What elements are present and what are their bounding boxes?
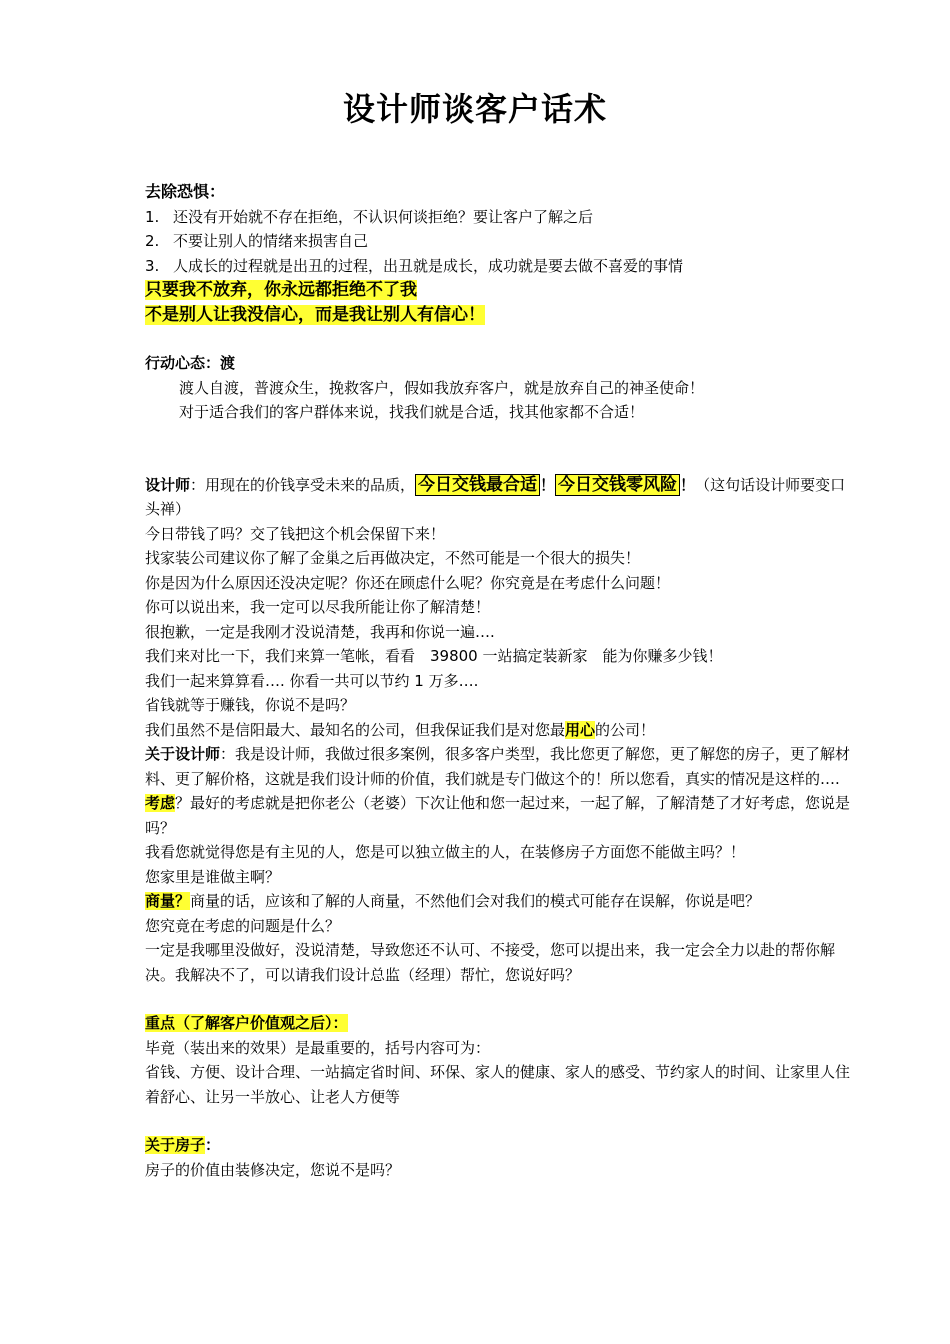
text: 的公司！ [595, 720, 656, 739]
paragraph: 您究竟在考虑的问题是什么？ [145, 916, 341, 935]
list-number: 1. [145, 207, 160, 226]
separator: ！ [540, 475, 556, 494]
list-item [145, 229, 860, 254]
list-number: 2. [145, 232, 160, 250]
consider-label: 考虑 [145, 794, 176, 812]
consider-text: ？最好的考虑就是把你老公（老婆）下次让他和您一起过来，一起了解，了解清楚了才好考虑，您说是吗？ [145, 794, 851, 837]
section-heading-remove-fear: 去除恐惧： [145, 182, 226, 201]
list-number: 3. [145, 256, 160, 275]
colon: ： [205, 1136, 221, 1154]
paragraph: 渡人自渡，普渡众生，挽救客户，假如我放弃客户，就是放弃自己的神圣使命！ [179, 378, 705, 397]
list-item [145, 254, 860, 279]
section-heading-action-mindset: 行动心态：渡 [145, 354, 236, 372]
paragraph: 找家装公司建议你了解了金巢之后再做决定，不然可能是一个很大的损失！ [145, 549, 641, 567]
list-text: 人成长的过程就是出丑的过程，出丑就是成长，成功就是要去做不喜爱的事情 [173, 256, 684, 275]
designer-intro-tail: （这句话设计师要变口头禅） [145, 475, 846, 518]
paragraph-consider [145, 791, 860, 840]
about-designer-text: ：我是设计师，我做过很多案例，很多客户类型，我比您更了解您，更了解您的房子，更了解材料、更了解价格，这就是我们设计师的价值，我们就是专门做这个的！所以您看，真实的情况是这样的…. [145, 745, 851, 788]
designer-intro-paragraph [145, 473, 860, 522]
discuss-label: 商量？ [145, 892, 191, 910]
paragraph-most-attentive [145, 718, 860, 743]
highlight-pay-today-best: 今日交钱最合适 [415, 474, 540, 496]
paragraph: 房子的价值由装修决定，您说不是吗？ [145, 1160, 401, 1179]
exclamation: ！ [680, 475, 696, 494]
slogan-never-give-up: 只要我不放弃，你永远都拒绝不了我 [145, 280, 417, 300]
slogan-confidence: 不是别人让我没信心，而是我让别人有信心！ [145, 304, 485, 325]
discuss-text: 商量的话，应该和了解的人商量，不然他们会对我们的模式可能存在误解，你说是吧？ [190, 892, 761, 910]
page-title: 设计师谈客户话术 [342, 90, 607, 128]
paragraph: 对于适合我们的客户群体来说，找我们就是合适，找其他家都不合适！ [179, 403, 645, 421]
paragraph: 省钱就等于赚钱，你说不是吗？ [145, 696, 356, 714]
text: 我们虽然不是信阳最大、最知名的公司，但我保证我们是对您最 [145, 720, 566, 739]
paragraph: 您家里是谁做主啊？ [145, 867, 281, 886]
paragraph: 省钱、方便、设计合理、一站搞定省时间、环保、家人的健康、家人的感受、节约家人的时间、让家里人住着舒心、让另一半放心、让老人方便等 [145, 1063, 851, 1106]
section-heading-about-house [145, 1133, 860, 1158]
paragraph: 你可以说出来，我一定可以尽我所能让你了解清楚！ [145, 598, 491, 616]
paragraph: 我看您就觉得您是有主见的人，您是可以独立做主的人，在装修房子方面您不能做主吗？！ [145, 843, 746, 861]
section-heading-key-point: 重点（了解客户价值观之后）： [145, 1014, 348, 1032]
paragraph: 你是因为什么原因还没决定呢？你还在顾虑什么呢？你究竟是在考虑什么问题！ [145, 573, 671, 592]
paragraph-discuss [145, 889, 860, 914]
paragraph: 我们一起来算算看…. 你看一共可以节约 1 万多…. [145, 671, 479, 690]
list-text: 还没有开始就不存在拒绝，不认识何谈拒绝？要让客户了解之后 [173, 207, 594, 226]
designer-intro-text: ：用现在的价钱享受未来的品质， [190, 475, 416, 494]
paragraph: 很抱歉，一定是我刚才没说清楚，我再和你说一遍…. [145, 622, 495, 641]
highlight-pay-today-no-risk: 今日交钱零风险 [555, 474, 680, 496]
list-text: 不要让别人的情绪来损害自己 [173, 232, 369, 250]
paragraph: 一定是我哪里没做好，没说清楚，导致您还不认可、不接受，您可以提出来，我一定会全力以赴的帮你解决。我解决不了，可以请我们设计总监（经理）帮忙，您说好吗？ [145, 941, 836, 984]
paragraph: 毕竟（装出来的效果）是最重要的，括号内容可为： [145, 1038, 491, 1057]
paragraph-about-designer [145, 742, 860, 791]
paragraph: 今日带钱了吗？交了钱把这个机会保留下来！ [145, 524, 446, 543]
designer-label: 设计师 [145, 475, 191, 494]
about-designer-label: 关于设计师 [145, 745, 221, 763]
list-item [145, 205, 860, 230]
document-body [145, 180, 860, 1182]
about-house-label: 关于房子 [145, 1136, 206, 1154]
paragraph: 我们来对比一下，我们来算一笔帐，看看 39800 一站搞定装新家 能为你赚多少钱！ [145, 647, 723, 665]
highlight-attentive: 用心 [565, 720, 596, 739]
